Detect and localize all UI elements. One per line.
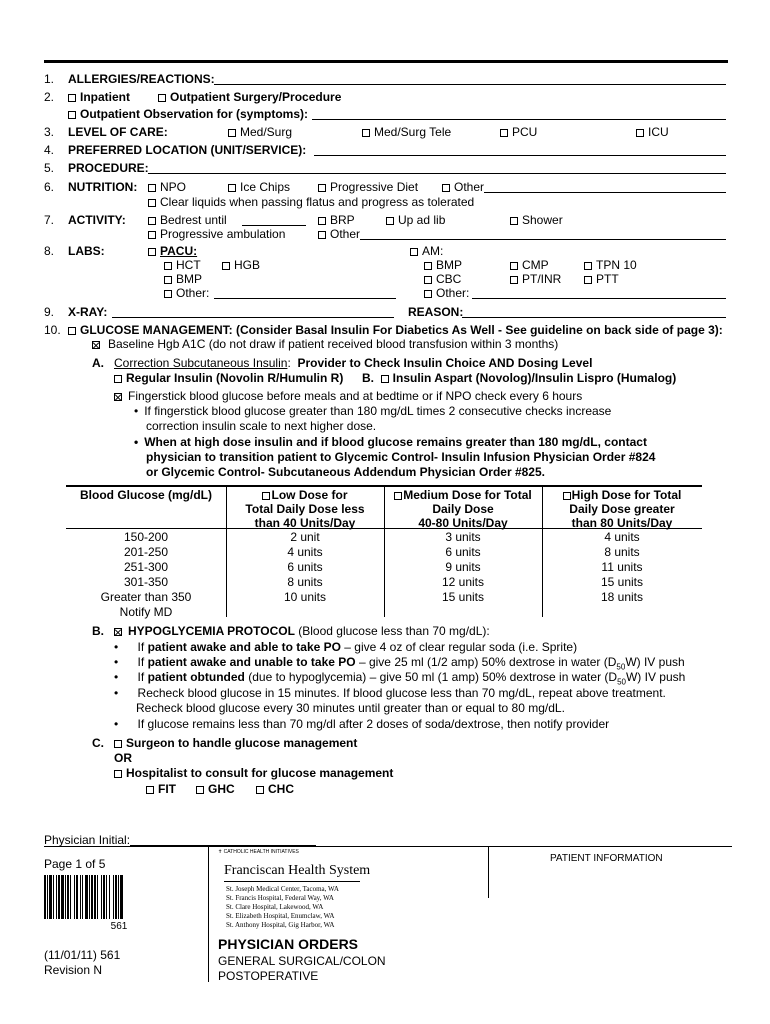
brp-option[interactable]: BRP (318, 213, 355, 227)
tpn10-option[interactable]: TPN 10 (584, 258, 637, 272)
table-header[interactable]: High Dose for Total Daily Dose greater than 80 Units/Day (542, 488, 702, 530)
procedure-field[interactable] (148, 173, 726, 174)
hypo-bullet: • If patient obtunded (due to hypoglycemia) – give 50 ml (1 amp) 50% dextrose in water $(D_{50}W)$ IV push (114, 670, 685, 684)
bullet-text: physician to transition patient to Glycemic Control- Insulin Infusion Physician Order #824 (146, 450, 656, 464)
nutrition-label: NUTRITION: (68, 180, 138, 194)
xray-label: X-RAY: (68, 305, 108, 319)
progressive-ambulation-option[interactable]: Progressive ambulation (148, 227, 285, 241)
hospitalist-option[interactable]: Hospitalist to consult for glucose management (114, 766, 393, 780)
section-a-label: A. (92, 356, 104, 370)
pacu-other-field[interactable] (214, 298, 396, 299)
footer-divider-2 (488, 846, 489, 898)
fingerstick-option[interactable]: Fingerstick blood glucose before meals and at bedtime or if NPO check every 6 hours (114, 389, 582, 403)
item-number: 3. (44, 125, 55, 139)
page-number: Page 1 of 5 (44, 857, 106, 871)
ice-chips-option[interactable]: Ice Chips (228, 180, 290, 194)
revision: Revision N (44, 963, 103, 977)
am-bmp-option[interactable]: BMP (424, 258, 462, 272)
surgeon-option[interactable]: Surgeon to handle glucose management (114, 736, 357, 750)
item-number: 10. (44, 323, 61, 337)
item-number: 8. (44, 244, 55, 258)
table-cell: 6 units (445, 545, 481, 559)
table-cell: 12 units (441, 575, 485, 589)
section-c-label: C. (92, 736, 104, 750)
table-cell: 4 units (287, 545, 323, 559)
outpatient-surgery-option[interactable]: Outpatient Surgery/Procedure (158, 90, 341, 104)
icu-option[interactable]: ICU (636, 125, 669, 139)
regular-insulin-option[interactable]: Regular Insulin (Novolin R/Humulin R) (114, 371, 343, 385)
checkbox[interactable] (68, 111, 76, 119)
table-cell: 15 units (441, 590, 485, 604)
patient-info-label: PATIENT INFORMATION (550, 853, 663, 864)
reason-label: REASON: (408, 305, 464, 319)
form-subtitle: POSTOPERATIVE (218, 969, 319, 983)
date-code: (11/01/11) 561 (44, 948, 121, 962)
physician-initial-label: Physician Initial: (44, 833, 131, 847)
hypo-bullet-cont: Recheck blood glucose every 30 minutes until greater than or equal to 80 mg/dL. (136, 701, 565, 715)
barcode-number: 561 (110, 921, 128, 932)
table-cell: 301-350 (123, 575, 169, 589)
cbc-option[interactable]: CBC (424, 272, 461, 286)
table-cell: 8 units (604, 545, 640, 559)
insulin-aspart-option[interactable]: B. Insulin Aspart (Novolog)/Insulin Lispro (Humalog) (362, 371, 677, 385)
symptoms-field[interactable] (312, 119, 726, 120)
am-other-field[interactable] (472, 298, 726, 299)
preferred-location-label: PREFERRED LOCATION (UNIT/SERVICE): (68, 143, 307, 157)
hospital-name: St. Joseph Medical Center, Tacoma, WA (226, 885, 339, 893)
hypoglycemia-option[interactable]: HYPOGLYCEMIA PROTOCOL (Blood glucose less than 70 mg/dL): (114, 624, 490, 638)
labs-label: LABS: (68, 244, 105, 258)
table-cell: 2 unit (290, 530, 320, 544)
table-cell: Greater than 350 (100, 590, 192, 604)
table-header[interactable]: Medium Dose for Total Daily Dose 40-80 Units/Day (384, 488, 542, 530)
footer-divider-1 (208, 846, 209, 982)
or-label: OR (114, 751, 132, 765)
hospital-name: St. Elizabeth Hospital, Enumclaw, WA (226, 912, 335, 920)
hypo-bullet: • If glucose remains less than 70 mg/dl after 2 doses of soda/dextrose, then notify provider (114, 717, 609, 731)
am-option[interactable]: AM: (410, 244, 443, 258)
hospital-name: St. Francis Hospital, Federal Way, WA (226, 894, 334, 902)
bullet-text: • If fingerstick blood glucose greater than 180 mg/dL times 2 consecutive checks increase (134, 404, 611, 418)
section-b-label: B. (92, 624, 104, 638)
bedrest-option[interactable]: Bedrest until (148, 213, 227, 227)
table-cell: 15 units (600, 575, 644, 589)
pcu-option[interactable]: PCU (500, 125, 537, 139)
allergies-field[interactable] (214, 84, 726, 85)
checkbox[interactable] (68, 94, 76, 102)
item-number: 4. (44, 143, 55, 157)
med-surg-option[interactable]: Med/Surg (228, 125, 292, 139)
med-surg-tele-option[interactable]: Med/Surg Tele (362, 125, 451, 139)
clear-liquids-option[interactable]: Clear liquids when passing flatus and progress as tolerated (148, 195, 474, 209)
allergies-label: ALLERGIES/REACTIONS: (68, 72, 215, 86)
table-header: Blood Glucose (mg/dL) (80, 488, 212, 502)
hct-option[interactable]: HCT (164, 258, 201, 272)
form-subtitle: GENERAL SURGICAL/COLON (218, 954, 386, 968)
level-of-care-label: LEVEL OF CARE: (68, 125, 168, 139)
ptinr-option[interactable]: PT/INR (510, 272, 561, 286)
nutrition-other-option[interactable]: Other (442, 180, 484, 194)
hgb-option[interactable]: HGB (222, 258, 260, 272)
progressive-diet-option[interactable]: Progressive Diet (318, 180, 418, 194)
table-cell: 150-200 (123, 530, 169, 544)
checkbox[interactable] (158, 94, 166, 102)
form-title: PHYSICIAN ORDERS (218, 936, 359, 952)
table-cell: 11 units (601, 560, 643, 574)
dose-table (66, 485, 702, 617)
chi-logo-text: ✝ CATHOLIC HEALTH INITIATIVES (218, 849, 299, 855)
activity-other-option[interactable]: Other (318, 227, 360, 241)
table-cell: 10 units (283, 590, 327, 604)
system-name: Franciscan Health System (224, 863, 371, 878)
bedrest-field[interactable] (242, 225, 306, 226)
am-other-option[interactable]: Other: (424, 286, 469, 300)
bullet-text: • When at high dose insulin and if blood glucose remains greater than 180 mg/dL, contact (134, 435, 647, 449)
barcode (44, 875, 194, 921)
inpatient-option[interactable]: Inpatient (68, 90, 130, 104)
cmp-option[interactable]: CMP (510, 258, 549, 272)
top-rule (44, 60, 728, 63)
hospital-list (226, 885, 339, 930)
bullet-text: correction insulin scale to next higher dose. (146, 419, 377, 433)
hypo-bullet: • If patient awake and unable to take PO – give 25 ml (1/2 amp) 50% dextrose in water $(D_{50}W)$ IV push (114, 655, 685, 669)
hospital-name: St. Clare Hospital, Lakewood, WA (226, 903, 324, 911)
pacu-other-option[interactable]: Other: (164, 286, 209, 300)
fit-option[interactable]: FIT (146, 782, 176, 796)
correction-insulin-heading: Correction Subcutaneous Insulin: Provider to Check Insulin Choice AND Dosing Level (114, 356, 593, 370)
item-number: 2. (44, 90, 55, 104)
item-number: 6. (44, 180, 55, 194)
pacu-bmp-option[interactable]: BMP (164, 272, 202, 286)
ptt-option[interactable]: PTT (584, 272, 619, 286)
baseline-a1c-option[interactable]: Baseline Hgb A1C (do not draw if patient received blood transfusion within 3 months) (92, 337, 558, 351)
shower-option[interactable]: Shower (510, 213, 563, 227)
table-cell: 6 units (287, 560, 323, 574)
footer-rule (44, 846, 732, 847)
table-cell: 251-300 (123, 560, 169, 574)
npo-option[interactable]: NPO (148, 180, 186, 194)
ghc-option[interactable]: GHC (196, 782, 235, 796)
table-cell: 8 units (287, 575, 323, 589)
up-ad-lib-option[interactable]: Up ad lib (386, 213, 445, 227)
table-cell: 201-250 (123, 545, 169, 559)
table-cell: 18 units (600, 590, 644, 604)
pacu-option[interactable]: PACU: (148, 244, 197, 258)
system-underline (224, 881, 360, 882)
table-header[interactable]: Low Dose for Total Daily Dose less than 40 Units/Day (245, 488, 365, 530)
table-cell: 4 units (604, 530, 640, 544)
procedure-label: PROCEDURE: (68, 161, 149, 175)
bullet-text: or Glycemic Control- Subcutaneous Addendum Physician Order #825. (146, 465, 545, 479)
reason-field[interactable] (462, 317, 726, 318)
activity-other-field[interactable] (360, 239, 726, 240)
hypo-bullet: • If patient awake and able to take PO – give 4 oz of clear regular soda (i.e. Sprite) (114, 640, 577, 654)
item-number: 7. (44, 213, 55, 227)
hospital-name: St. Anthony Hospital, Gig Harbor, WA (226, 921, 335, 929)
table-cell: 9 units (445, 560, 481, 574)
xray-field[interactable] (112, 317, 394, 318)
activity-label: ACTIVITY: (68, 213, 126, 227)
preferred-location-field[interactable] (314, 155, 726, 156)
glucose-management-option[interactable]: GLUCOSE MANAGEMENT: (Consider Basal Insulin For Diabetics As Well - See guideline on back side of page 3): (68, 323, 723, 337)
chc-option[interactable]: CHC (256, 782, 294, 796)
table-cell: 3 units (445, 530, 481, 544)
nutrition-other-field[interactable] (484, 192, 726, 193)
hypo-bullet: • Recheck blood glucose in 15 minutes. If blood glucose less than 70 mg/dL, repeat above treatment. (114, 686, 666, 700)
outpatient-observation-option[interactable]: Outpatient Observation for (symptoms): (68, 107, 308, 121)
table-cell: Notify MD (119, 605, 173, 619)
item-number: 5. (44, 161, 55, 175)
item-number: 9. (44, 305, 55, 319)
item-number: 1. (44, 72, 55, 86)
